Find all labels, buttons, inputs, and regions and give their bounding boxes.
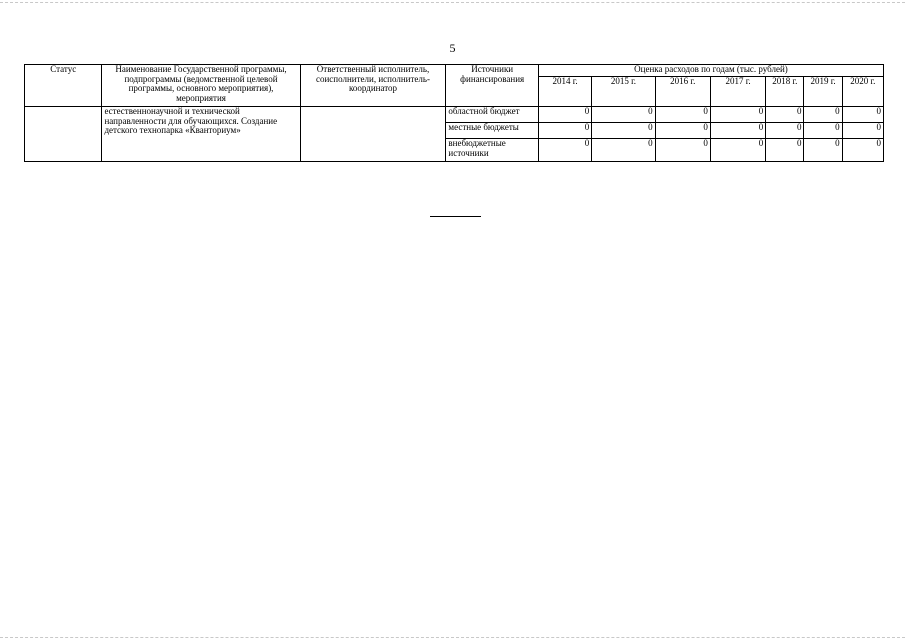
value-cell: 0 xyxy=(655,123,710,139)
scan-edge-bottom xyxy=(0,637,905,638)
value-cell: 0 xyxy=(766,123,804,139)
header-year-2014: 2014 г. xyxy=(538,77,591,107)
value-cell: 0 xyxy=(592,123,655,139)
source-cell: внебюджетные источники xyxy=(446,139,539,162)
value-cell: 0 xyxy=(592,107,655,123)
header-year-2020: 2020 г. xyxy=(842,77,883,107)
value-cell: 0 xyxy=(842,139,883,162)
executor-cell xyxy=(300,107,446,162)
value-cell: 0 xyxy=(538,107,591,123)
program-name-cell: естественнонаучной и технической направленности для обучающихся. Создание детского технопарка «Кванториум» xyxy=(102,107,300,162)
table-row xyxy=(25,107,884,123)
header-year-2019: 2019 г. xyxy=(804,77,842,107)
end-rule xyxy=(430,216,481,217)
value-cell: 0 xyxy=(804,139,842,162)
value-cell: 0 xyxy=(766,139,804,162)
expenses-table xyxy=(24,64,884,162)
header-status: Статус xyxy=(25,65,102,107)
value-cell: 0 xyxy=(710,107,765,123)
header-program-name: Наименование Государственной программы, подпрограммы (ведомственной целевой программы, основного мероприятия), мероприятия xyxy=(102,65,300,107)
value-cell: 0 xyxy=(842,123,883,139)
value-cell: 0 xyxy=(710,139,765,162)
source-cell: местные бюджеты xyxy=(446,123,539,139)
value-cell: 0 xyxy=(766,107,804,123)
page-number: 5 xyxy=(449,41,456,55)
value-cell: 0 xyxy=(655,139,710,162)
value-cell: 0 xyxy=(655,107,710,123)
header-year-2016: 2016 г. xyxy=(655,77,710,107)
source-cell: областной бюджет xyxy=(446,107,539,123)
status-cell xyxy=(25,107,102,162)
value-cell: 0 xyxy=(710,123,765,139)
header-executor: Ответственный исполнитель, соисполнители, исполнитель-координатор xyxy=(300,65,446,107)
header-year-2015: 2015 г. xyxy=(592,77,655,107)
value-cell: 0 xyxy=(842,107,883,123)
value-cell: 0 xyxy=(804,123,842,139)
value-cell: 0 xyxy=(538,139,591,162)
header-expenses: Оценка расходов по годам (тыс. рублей) xyxy=(538,65,883,77)
value-cell: 0 xyxy=(592,139,655,162)
value-cell: 0 xyxy=(804,107,842,123)
scan-edge-top xyxy=(0,2,905,3)
header-year-2018: 2018 г. xyxy=(766,77,804,107)
header-year-2017: 2017 г. xyxy=(710,77,765,107)
header-sources: Источники финансирования xyxy=(446,65,539,107)
value-cell: 0 xyxy=(538,123,591,139)
